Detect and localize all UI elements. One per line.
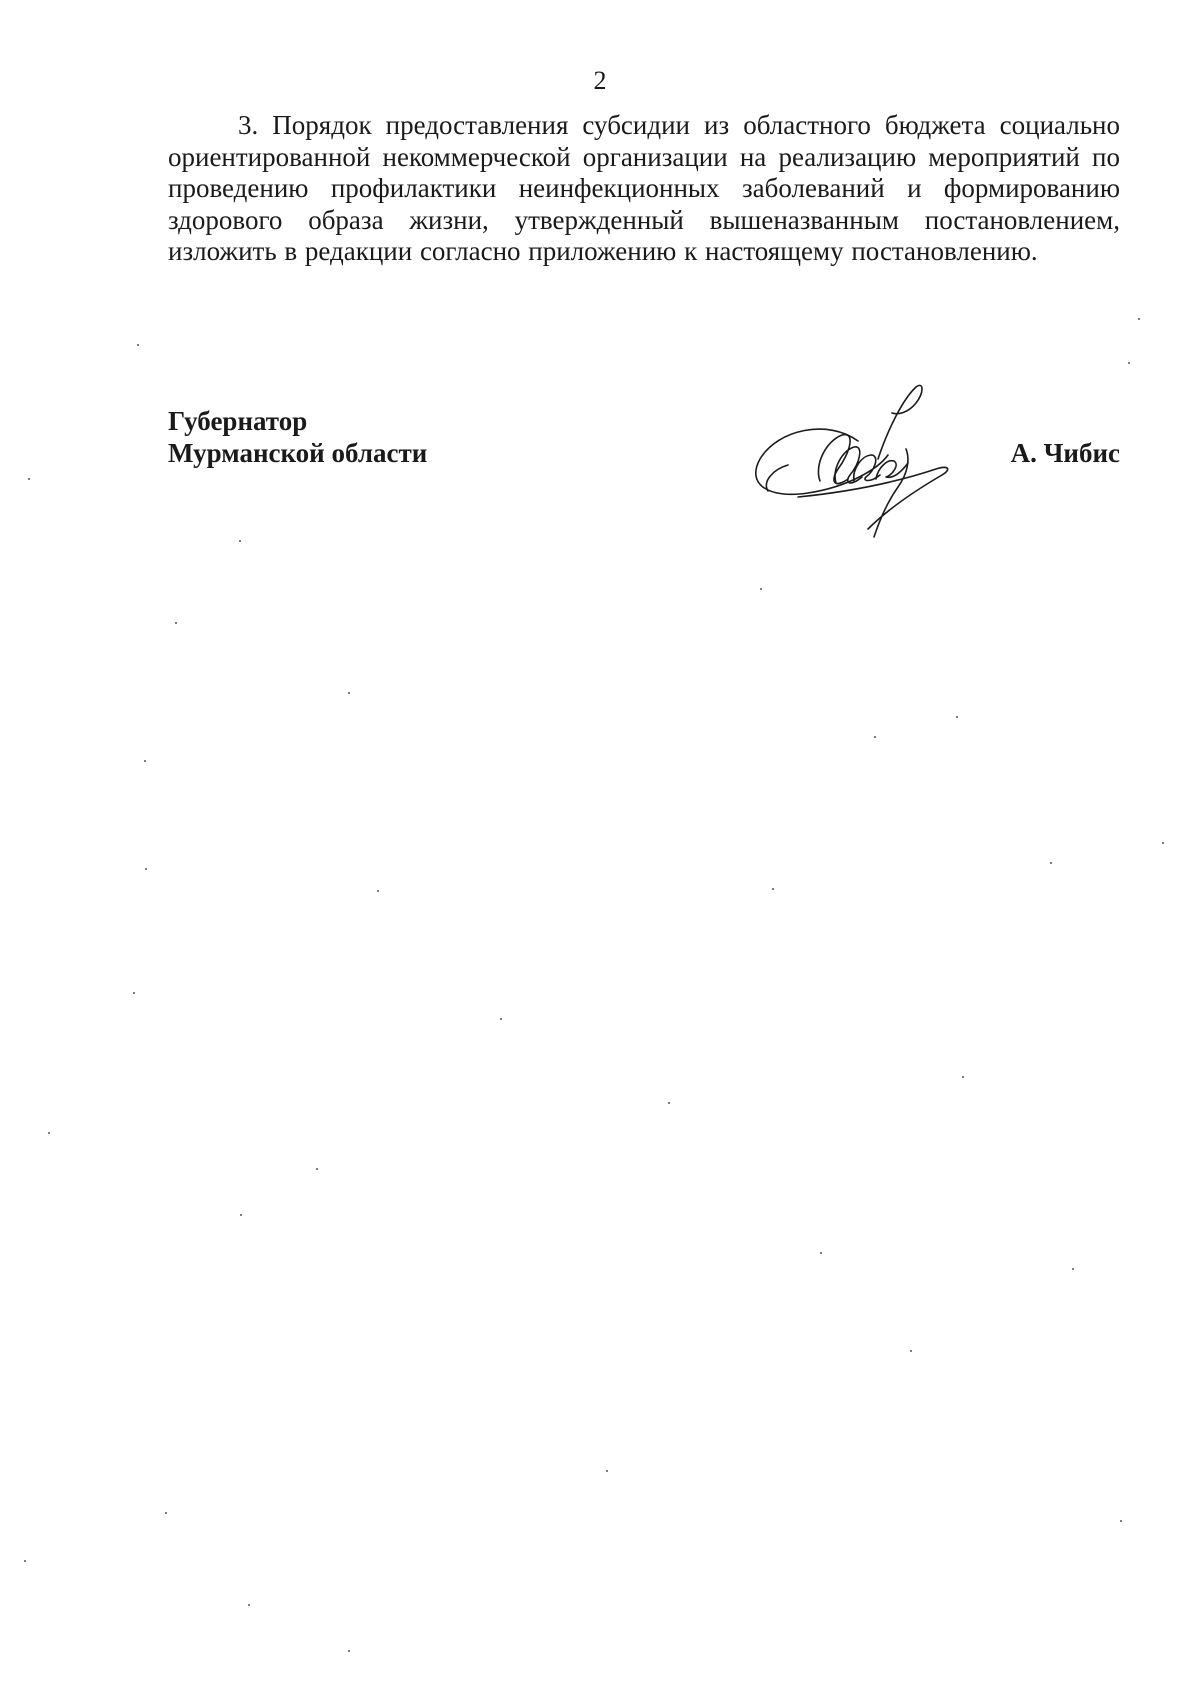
scan-speck [316, 1168, 318, 1170]
body-paragraph: 3. Порядок предоставления субсидии из областного бюджета социально ориентированной некоммерческой организации на реализацию мероприятий по проведению профилактики неинфекционных заболеваний и формированию здорового образа жизни, утвержденный вышеназванным постановлением, изложить в редакции согласно приложению к настоящему постановлению. [168, 110, 1120, 266]
scan-speck [1072, 1268, 1074, 1270]
scan-speck [760, 588, 762, 590]
scan-speck [962, 1076, 964, 1078]
scan-speck [500, 1018, 502, 1020]
position-line-1: Губернатор [168, 406, 308, 436]
scan-speck [145, 868, 147, 870]
signature-stroke [878, 385, 922, 459]
scan-speck [239, 540, 241, 542]
scan-speck [165, 1512, 167, 1514]
scan-speck [1162, 842, 1164, 844]
scan-speck [1050, 862, 1052, 864]
scan-speck [1138, 318, 1140, 320]
signature-stroke [798, 467, 948, 529]
scan-speck [377, 890, 379, 892]
signatory-position [168, 405, 427, 469]
scan-speck [28, 478, 30, 480]
signature-stroke [874, 449, 908, 537]
scan-speck [1128, 362, 1130, 364]
scan-speck [956, 716, 958, 718]
scan-speck [144, 760, 146, 762]
signature-stroke [756, 429, 888, 494]
scan-speck [606, 1470, 608, 1472]
scan-speck [240, 1214, 242, 1216]
signature-block [168, 405, 1120, 545]
handwritten-signature [738, 369, 968, 549]
scan-speck [348, 1650, 350, 1652]
page-number: 2 [593, 66, 607, 95]
scan-speck [133, 992, 135, 994]
position-line-2: Мурманской области [168, 438, 428, 468]
signature-stroke [818, 435, 850, 484]
scan-speck [24, 1560, 26, 1562]
scan-speck [668, 1102, 670, 1104]
scan-speck [772, 888, 774, 890]
scan-speck [820, 1252, 822, 1254]
scan-speck [910, 1350, 912, 1352]
signature-stroke [766, 465, 788, 491]
scan-speck [874, 736, 876, 738]
scan-speck [348, 692, 350, 694]
scan-speck [248, 1604, 250, 1606]
scan-speck [48, 1132, 50, 1134]
scan-speck [1120, 1520, 1122, 1522]
scan-speck [175, 622, 177, 624]
scan-speck [137, 344, 139, 346]
signatory-name: А. Чибис [1010, 438, 1120, 468]
